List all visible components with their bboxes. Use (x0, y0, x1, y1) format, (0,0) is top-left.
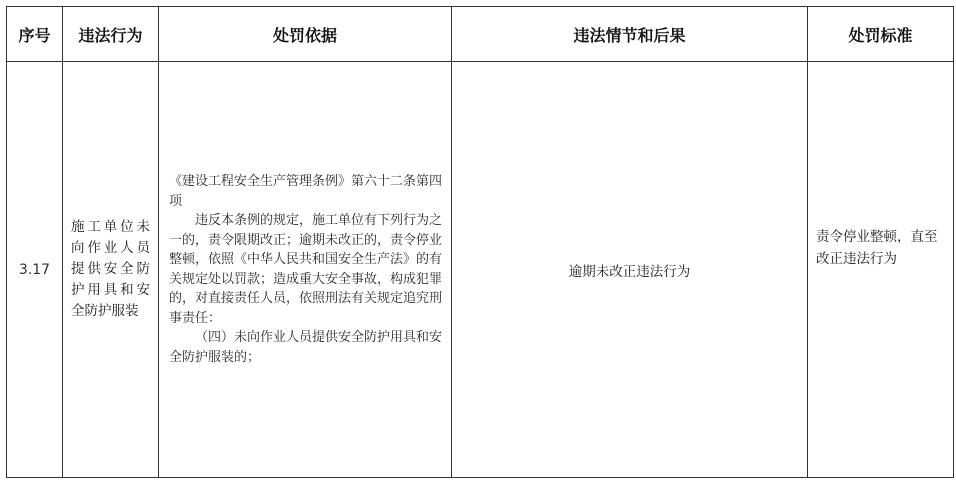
header-standard: 处罚标准 (808, 7, 954, 62)
basis-title: 《建设工程安全生产管理条例》第六十二条第四项 (169, 174, 443, 209)
header-act: 违法行为 (63, 7, 159, 62)
standard-text: 责令停业整顿，直至改正违法行为 (816, 228, 938, 267)
header-circumstances: 违法情节和后果 (452, 7, 808, 62)
cell-seq (7, 62, 63, 478)
cell-standard (808, 62, 954, 478)
cell-basis (159, 62, 452, 478)
basis-body: 违反本条例的规定，施工单位有下列行为之一的，责令限期改正；逾期未改正的，责令停业整顿，依照《中华人民共和国安全生产法》的有关规定处以罚款；造成重大安全事故，构成犯罪的，对直接责任人员，依照刑法有关规定追究刑事责任： (169, 213, 443, 326)
basis-item: （四）未向作业人员提供安全防护用具和安全防护服装的； (169, 330, 443, 365)
seq-number: 3.17 (18, 261, 51, 278)
penalty-table (6, 6, 954, 478)
circumstances-text: 逾期未改正违法行为 (568, 263, 691, 280)
table-row (7, 62, 954, 478)
header-row (7, 7, 954, 62)
basis-content (159, 172, 451, 367)
cell-act (63, 62, 159, 478)
header-seq: 序号 (7, 7, 63, 62)
cell-circumstances (452, 62, 808, 478)
header-basis: 处罚依据 (159, 7, 452, 62)
violation-text: 施工单位未向作业人员提供安全防护用具和安全防护服装 (71, 219, 150, 319)
